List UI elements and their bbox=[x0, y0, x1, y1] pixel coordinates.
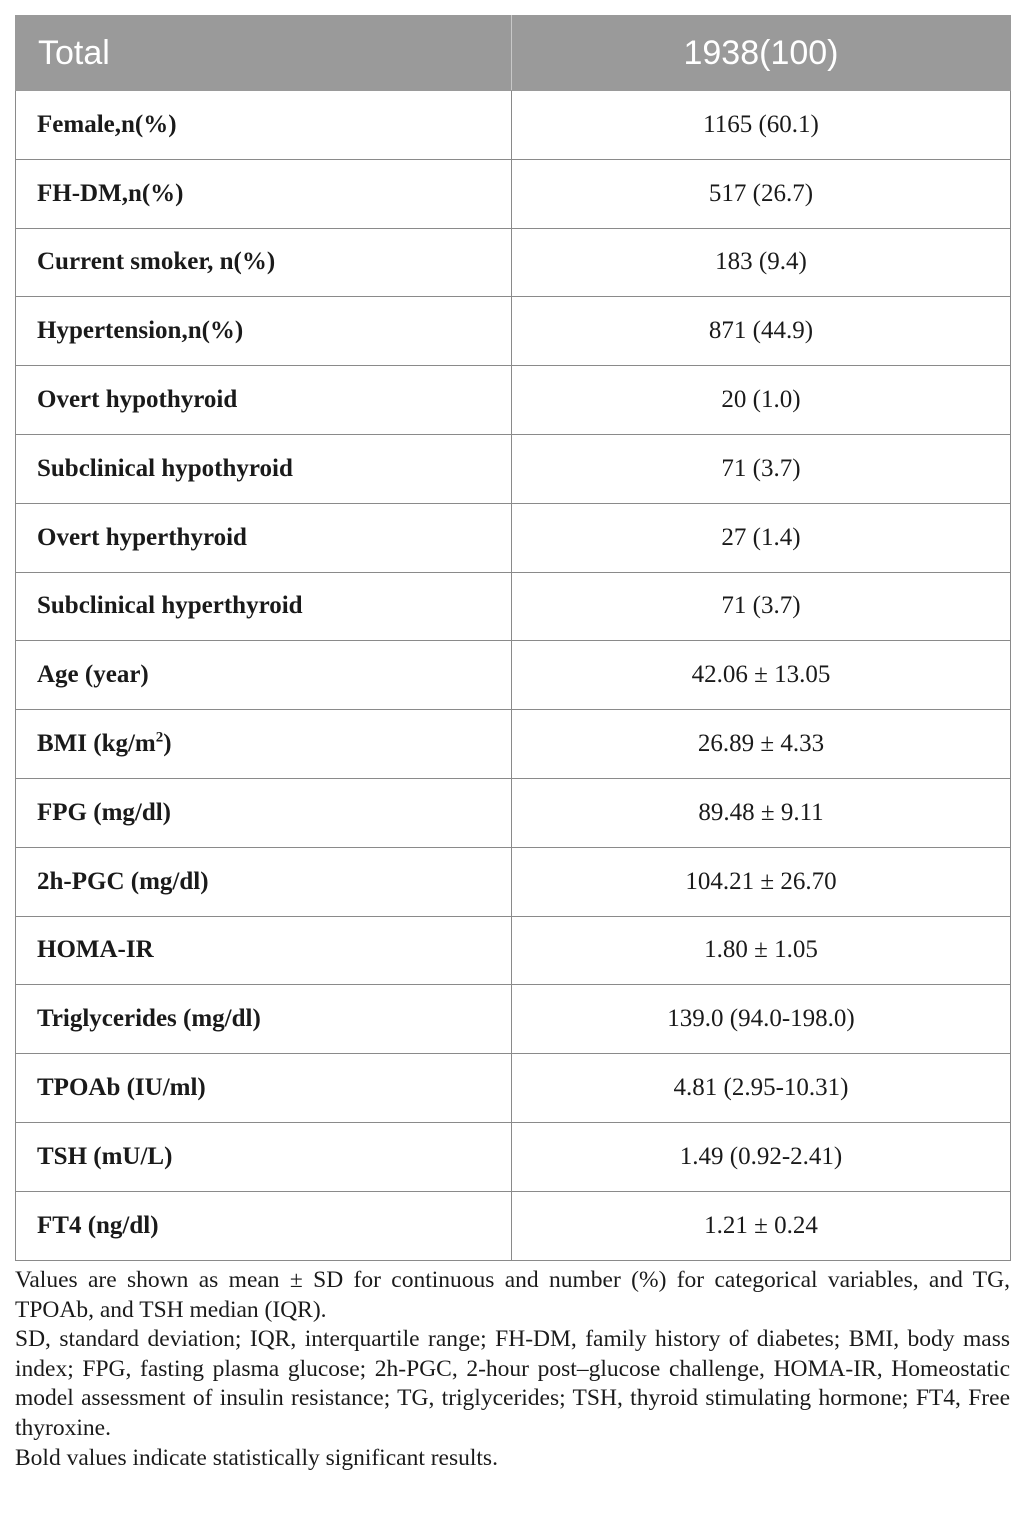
row-value-cell: 1.21 ± 0.24 bbox=[512, 1191, 1011, 1260]
row-label-cell bbox=[16, 916, 512, 985]
row-value-cell: 1.49 (0.92-2.41) bbox=[512, 1122, 1011, 1191]
row-label: FH-DM,n(%) bbox=[37, 179, 184, 207]
table-row bbox=[16, 916, 1011, 985]
table-footnotes bbox=[15, 1266, 1010, 1473]
row-label-cell bbox=[16, 91, 512, 160]
row-label: TSH (mU/L) bbox=[37, 1142, 173, 1170]
row-label-suffix: ) bbox=[163, 730, 172, 758]
row-label-cell bbox=[16, 572, 512, 641]
row-label: Subclinical hypothyroid bbox=[37, 454, 293, 482]
row-value-cell: 1165 (60.1) bbox=[512, 91, 1011, 160]
header-value-cell: 1938(100) bbox=[512, 16, 1011, 91]
table-row bbox=[16, 710, 1011, 779]
row-label: FT4 (ng/dl) bbox=[37, 1211, 159, 1239]
footnote-values-description: Values are shown as mean ± SD for continuous and number (%) for categorical variables, and TG, TPOAb, and TSH median (IQR). bbox=[15, 1267, 1010, 1323]
row-label-superscript: 2 bbox=[155, 729, 164, 746]
baseline-characteristics-table bbox=[15, 15, 1011, 1261]
row-label: FPG (mg/dl) bbox=[37, 798, 172, 826]
row-label: Overt hypothyroid bbox=[37, 386, 238, 414]
row-label-cell bbox=[16, 778, 512, 847]
table-body bbox=[16, 91, 1011, 1261]
row-label-cell bbox=[16, 434, 512, 503]
row-label: Subclinical hyperthyroid bbox=[37, 592, 303, 620]
row-label: TPOAb (IU/ml) bbox=[37, 1074, 206, 1102]
row-value-cell: 517 (26.7) bbox=[512, 159, 1011, 228]
footnote-abbreviations: SD, standard deviation; IQR, interquartile range; FH-DM, family history of diabetes; BMI, body mass index; FPG, fasting plasma glucose; 2h-PGC, 2-hour post–glucose challenge, HOMA-IR, Homeostatic model assessment of insulin resistance; TG, triglycerides; TSH, thyroid stimulating hormone; FT4, Free thyroxine. bbox=[15, 1326, 1010, 1441]
row-label-cell bbox=[16, 503, 512, 572]
table-row bbox=[16, 297, 1011, 366]
row-value-cell: 871 (44.9) bbox=[512, 297, 1011, 366]
header-label-cell: Total bbox=[16, 16, 512, 91]
row-label-cell bbox=[16, 985, 512, 1054]
row-label-cell bbox=[16, 159, 512, 228]
row-label: HOMA-IR bbox=[37, 936, 154, 964]
table-row bbox=[16, 91, 1011, 160]
row-label: Hypertension,n(%) bbox=[37, 317, 244, 345]
row-label: Overt hyperthyroid bbox=[37, 523, 247, 551]
baseline-characteristics-table-container bbox=[15, 15, 1010, 1261]
table-row bbox=[16, 1122, 1011, 1191]
footnote-bold-values: Bold values indicate statistically significant results. bbox=[15, 1444, 498, 1471]
row-value-cell: 20 (1.0) bbox=[512, 366, 1011, 435]
row-value-cell: 4.81 (2.95-10.31) bbox=[512, 1054, 1011, 1123]
row-label-cell bbox=[16, 1191, 512, 1260]
row-value-cell: 183 (9.4) bbox=[512, 228, 1011, 297]
row-value-cell: 71 (3.7) bbox=[512, 572, 1011, 641]
table-row bbox=[16, 847, 1011, 916]
table-row bbox=[16, 503, 1011, 572]
table-row bbox=[16, 366, 1011, 435]
row-label-cell bbox=[16, 366, 512, 435]
row-value-cell: 26.89 ± 4.33 bbox=[512, 710, 1011, 779]
row-label-cell bbox=[16, 1122, 512, 1191]
table-row bbox=[16, 159, 1011, 228]
row-label: Female,n(%) bbox=[37, 110, 177, 138]
row-label: Age (year) bbox=[37, 661, 149, 689]
row-value-cell: 1.80 ± 1.05 bbox=[512, 916, 1011, 985]
row-label-cell bbox=[16, 228, 512, 297]
row-label-cell bbox=[16, 297, 512, 366]
row-label: Current smoker, n(%) bbox=[37, 248, 276, 276]
row-value-cell: 71 (3.7) bbox=[512, 434, 1011, 503]
row-value-cell: 89.48 ± 9.11 bbox=[512, 778, 1011, 847]
row-label: Triglycerides (mg/dl) bbox=[37, 1005, 261, 1033]
table-header-row bbox=[16, 16, 1011, 91]
table-row bbox=[16, 778, 1011, 847]
row-value-cell: 139.0 (94.0-198.0) bbox=[512, 985, 1011, 1054]
row-value-cell: 42.06 ± 13.05 bbox=[512, 641, 1011, 710]
table-row bbox=[16, 228, 1011, 297]
table-row bbox=[16, 1054, 1011, 1123]
row-label: 2h-PGC (mg/dl) bbox=[37, 867, 209, 895]
table-row bbox=[16, 985, 1011, 1054]
row-label-cell bbox=[16, 1054, 512, 1123]
row-label-cell bbox=[16, 641, 512, 710]
table-row bbox=[16, 434, 1011, 503]
table-header bbox=[16, 16, 1011, 91]
table-row bbox=[16, 641, 1011, 710]
row-label: BMI (kg/m bbox=[37, 730, 156, 758]
row-value-cell: 27 (1.4) bbox=[512, 503, 1011, 572]
row-label-cell bbox=[16, 847, 512, 916]
row-label-cell bbox=[16, 710, 512, 779]
table-row bbox=[16, 1191, 1011, 1260]
table-row bbox=[16, 572, 1011, 641]
row-value-cell: 104.21 ± 26.70 bbox=[512, 847, 1011, 916]
